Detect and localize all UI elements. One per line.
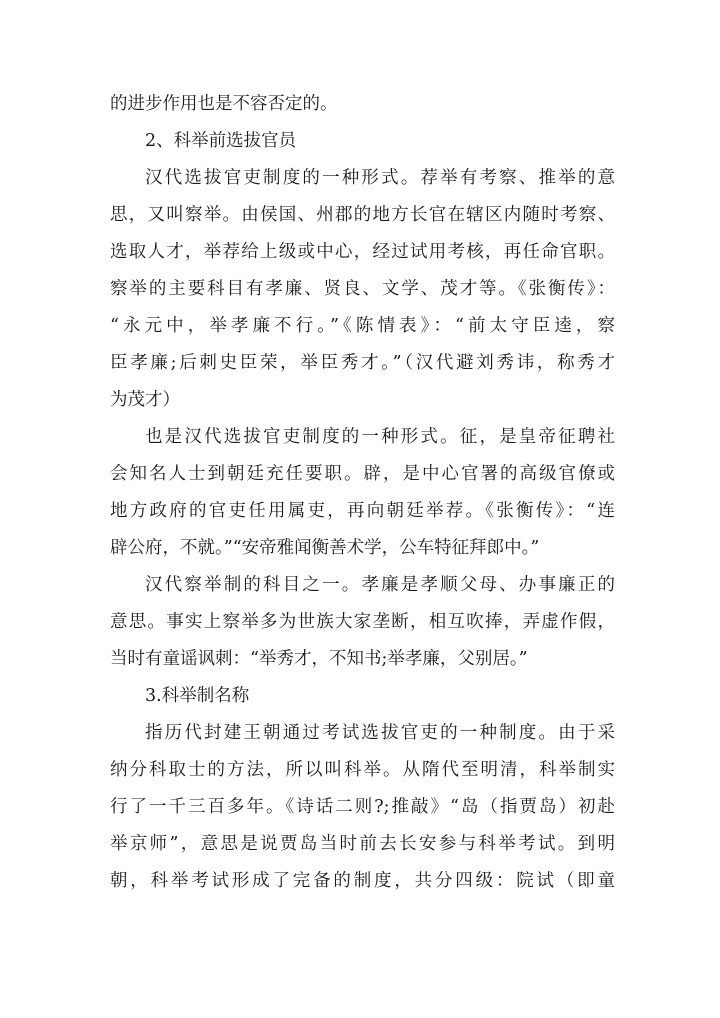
paragraph-line: 地方政府的官吏任用属吏，再向朝廷举荐。《张衡传》：“连 [110, 501, 615, 521]
paragraph-line: 汉代选拔官吏制度的一种形式。荐举有考察、推举的意 [145, 168, 615, 188]
paragraph-line: 的进步作用也是不容否定的。 [110, 94, 338, 114]
paragraph-line: “永元中，举孝廉不行。”《陈情表》：“前太守臣逵，察 [110, 316, 615, 336]
section-heading: 3.科举制名称 [145, 686, 250, 706]
paragraph-line: 也是汉代选拔官吏制度的一种形式。征，是皇帝征聘社 [145, 427, 615, 447]
paragraph-line: 察举的主要科目有孝廉、贤良、文学、茂才等。《张衡传》： [110, 279, 615, 299]
paragraph-line: 思，又叫察举。由侯国、州郡的地方长官在辖区内随时考察、 [110, 205, 615, 225]
paragraph-line: 当时有童谣讽刺：“举秀才，不知书;举孝廉，父别居。” [110, 649, 528, 669]
paragraph-line: 指历代封建王朝通过考试选拔官吏的一种制度。由于采 [145, 723, 615, 743]
paragraph-line: 汉代察举制的科目之一。孝廉是孝顺父母、办事廉正的 [145, 575, 615, 595]
paragraph-line: 会知名人士到朝廷充任要职。辟，是中心官署的高级官僚或 [110, 464, 615, 484]
paragraph-line: 辟公府，不就。”“安帝雅闻衡善术学，公车特征拜郎中。” [110, 538, 540, 558]
paragraph-line: 选取人才，举荐给上级或中心，经过试用考核，再任命官职。 [110, 242, 615, 262]
paragraph-line: 行了一千三百多年。《诗话二则?;推敲》“岛（指贾岛）初赴 [110, 797, 615, 817]
paragraph-line: 意思。事实上察举多为世族大家垄断，相互吹捧，弄虚作假， [110, 612, 615, 632]
paragraph-line: 朝，科举考试形成了完备的制度，共分四级：院试（即童 [110, 871, 615, 891]
paragraph-line: 纳分科取士的方法，所以叫科举。从隋代至明清，科举制实 [110, 760, 615, 780]
paragraph-line: 举京师”，意思是说贾岛当时前去长安参与科举考试。到明 [110, 834, 615, 854]
section-heading: 2、科举前选拔官员 [145, 131, 297, 151]
paragraph-line: 为茂才） [110, 390, 180, 410]
paragraph-line: 臣孝廉;后刺史臣荣，举臣秀才。”（汉代避刘秀讳，称秀才 [110, 353, 615, 373]
document-body [110, 86, 615, 900]
